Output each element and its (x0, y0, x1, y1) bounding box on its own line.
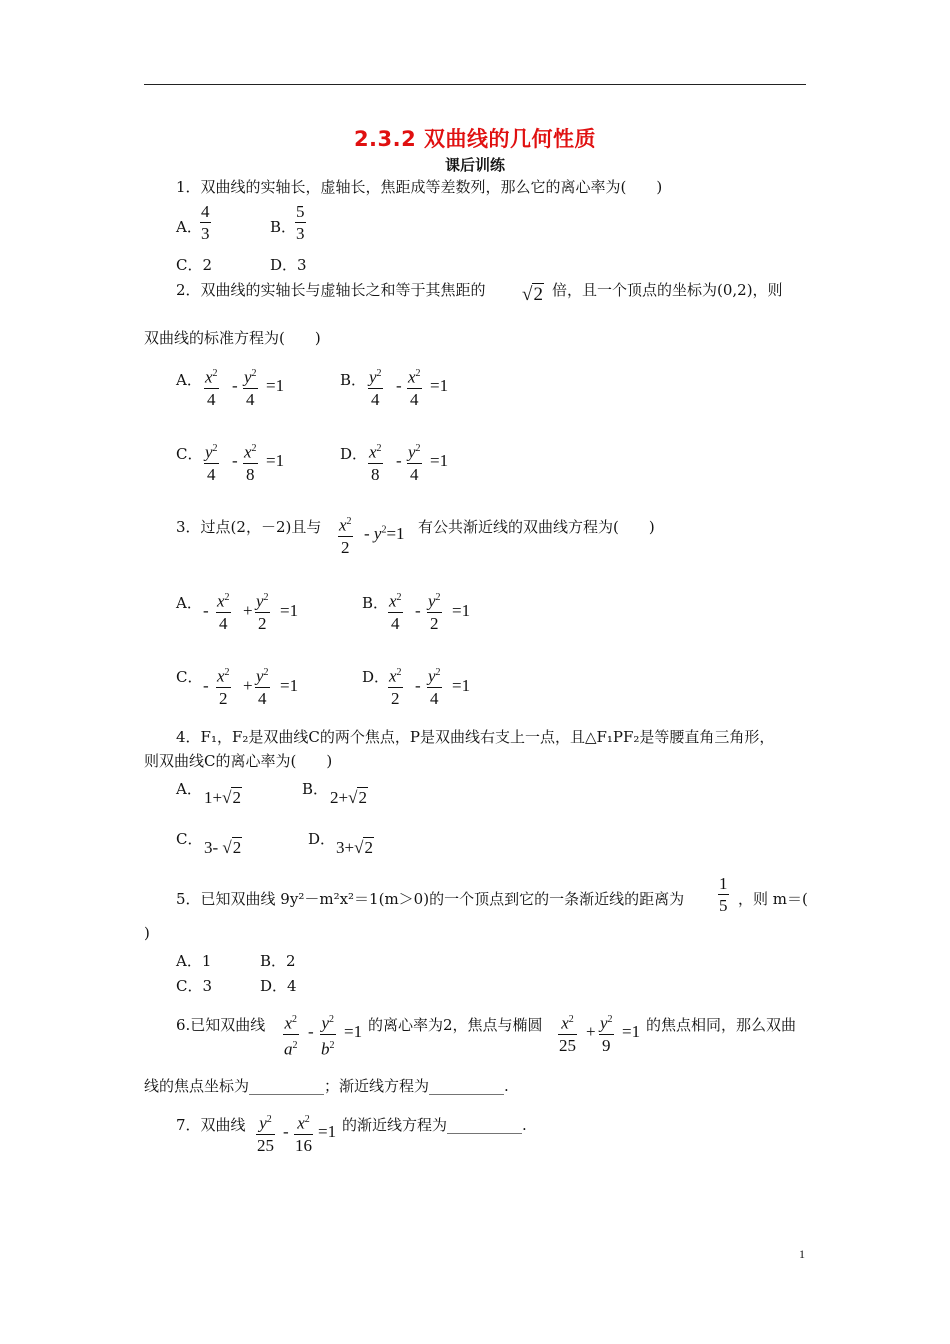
q3-b-minus: - (415, 601, 421, 620)
q4-line2: 则双曲线C的离心率为( ) (144, 752, 333, 770)
q3-a-eq: =1 (280, 601, 299, 620)
q2-stem-a: 2．双曲线的实轴长与虚轴长之和等于其焦距的 (176, 281, 486, 299)
q4-option-a-label: A． (176, 780, 202, 798)
q3-a-frac1: $\frac{x^2}{4}$ (217, 591, 230, 633)
q1-stem: 1．双曲线的实轴长，虚轴长，焦距成等差数列，那么它的离心率为( ) (176, 178, 663, 196)
q3-b-eq: =1 (452, 601, 471, 620)
q6-frac-x-a: $\frac{x^2}{a^2}$ (284, 1013, 298, 1059)
q3-d-frac2: $\frac{y^2}{4}$ (428, 666, 441, 708)
q3-c-plus: + (243, 676, 253, 695)
q3-option-a-label: A． (176, 594, 202, 612)
q3-c-minus: - (203, 676, 209, 695)
q3-c-eq: =1 (280, 676, 299, 695)
q2-a-frac2: $\frac{y^2}{4}$ (244, 367, 257, 409)
q2-a-frac1: $\frac{x^2}{4}$ (205, 367, 218, 409)
q6-frac-x-25: $\frac{x^2}{25}$ (559, 1013, 576, 1055)
q3-stem-frac: $\frac{x^2}{2}$ (339, 515, 352, 557)
q2-option-c-label: C． (176, 445, 203, 463)
q2-d-frac2: $\frac{y^2}{4}$ (408, 442, 421, 484)
q3-d-frac1: $\frac{x^2}{2}$ (389, 666, 402, 708)
q4-option-d-label: D． (308, 830, 336, 848)
q3-option-b-label: B． (362, 594, 389, 612)
q2-c-eq: =1 (266, 451, 285, 470)
q5-stem-a: 5．已知双曲线 9y²－m²x²＝1(m＞0)的一个顶点到它的一条渐近线的距离为 (176, 890, 685, 908)
q3-b-frac2: $\frac{y^2}{2}$ (428, 591, 441, 633)
q2-d-eq: =1 (430, 451, 449, 470)
q4-line1: 4．F₁，F₂是双曲线C的两个焦点，P是双曲线右支上一点，且△F₁PF₂是等腰直角三角形， (176, 728, 775, 746)
q2-b-eq: =1 (430, 376, 449, 395)
q6-eq: =1 (344, 1022, 363, 1041)
q5-stem-b: ，则 m＝( (738, 890, 808, 908)
section-subtitle: 课后训练 (444, 156, 505, 174)
q5-option-d: D．4 (260, 977, 297, 995)
q2-stem-b: 倍，且一个顶点的坐标为(0,2)，则 (552, 281, 783, 299)
q6-line2: 线的焦点坐标为__________；渐近线方程为__________. (144, 1077, 509, 1095)
q4-option-a-value: 1+√2 (204, 788, 241, 807)
q3-c-frac2: $\frac{y^2}{4}$ (256, 666, 269, 708)
q3-option-d-label: D． (362, 668, 390, 686)
q5-option-a: A．1 (176, 952, 212, 970)
q7-frac-x-16: $\frac{x^2}{16}$ (295, 1113, 312, 1155)
header-rule (144, 84, 806, 85)
q3-a-minus: - (203, 601, 209, 620)
q1-option-b-fraction: $\frac{5}{3}$ (296, 202, 305, 243)
q7-minus: - (283, 1122, 289, 1141)
q1-option-b-label: B． (270, 218, 297, 236)
q2-d-frac1: $\frac{x^2}{8}$ (369, 442, 382, 484)
q3-stem-b: 有公共渐近线的双曲线方程为( ) (418, 518, 655, 536)
q7-stem-a: 7．双曲线 (176, 1116, 246, 1134)
q1-option-c: C．2 (176, 256, 213, 274)
q5-option-c: C．3 (176, 977, 213, 995)
q2-c-frac2: $\frac{x^2}{8}$ (244, 442, 257, 484)
q3-d-minus: - (415, 676, 421, 695)
q5-fraction: $\frac{1}{5}$ (719, 874, 728, 915)
q4-option-c-value: 3- √2 (204, 838, 242, 857)
q7-frac-y-25: $\frac{y^2}{25}$ (257, 1113, 274, 1155)
q3-a-plus: + (243, 601, 253, 620)
q4-option-b-label: B． (302, 780, 329, 798)
q2-option-b-label: B． (340, 371, 367, 389)
q7-stem-b: 的渐近线方程为__________. (342, 1116, 527, 1134)
q6-frac-y-b: $\frac{y^2}{b^2}$ (321, 1013, 335, 1059)
q5-stem-c: ) (144, 924, 150, 942)
q1-option-a-label: A． (176, 218, 202, 236)
q5-option-b: B．2 (260, 952, 296, 970)
q3-b-frac1: $\frac{x^2}{4}$ (389, 591, 402, 633)
q3-a-frac2: $\frac{y^2}{2}$ (256, 591, 269, 633)
q1-option-d: D．3 (270, 256, 307, 274)
q2-b-frac2: $\frac{x^2}{4}$ (408, 367, 421, 409)
q6-minus: - (308, 1022, 314, 1041)
q2-a-minus: - (232, 376, 238, 395)
page-title: 2.3.2 双曲线的几何性质 (353, 127, 597, 151)
q3-stem-expr: - $y^2=1$ (364, 524, 405, 543)
q6-stem-c: 的焦点相同，那么双曲 (646, 1016, 797, 1034)
q6-plus: + (586, 1022, 596, 1041)
q2-sqrt: √2 (522, 284, 543, 305)
q3-option-c-label: C． (176, 668, 203, 686)
q6-stem-a: 6.已知双曲线 (176, 1016, 266, 1034)
q2-option-a-label: A． (176, 371, 202, 389)
q4-option-d-value: 3+√2 (336, 838, 373, 857)
q2-stem-c: 双曲线的标准方程为( ) (144, 329, 321, 347)
q2-c-minus: - (232, 451, 238, 470)
q4-option-b-value: 2+√2 (330, 788, 367, 807)
q4-option-c-label: C． (176, 830, 203, 848)
q3-d-eq: =1 (452, 676, 471, 695)
q6-stem-b: 的离心率为2，焦点与椭圆 (368, 1016, 543, 1034)
q6-frac-y-9: $\frac{y^2}{9}$ (600, 1013, 613, 1055)
q6-eq2: =1 (622, 1022, 641, 1041)
q3-stem-a: 3．过点(2，－2)且与 (176, 518, 322, 536)
q2-d-minus: - (396, 451, 402, 470)
q2-b-minus: - (396, 376, 402, 395)
page-number: 1 (799, 1247, 805, 1261)
q2-b-frac1: $\frac{y^2}{4}$ (369, 367, 382, 409)
q7-eq: =1 (318, 1122, 337, 1141)
q2-c-frac1: $\frac{y^2}{4}$ (205, 442, 218, 484)
q2-a-eq: =1 (266, 376, 285, 395)
q3-c-frac1: $\frac{x^2}{2}$ (217, 666, 230, 708)
q2-option-d-label: D． (340, 445, 368, 463)
q1-option-a-fraction: $\frac{4}{3}$ (201, 202, 210, 243)
